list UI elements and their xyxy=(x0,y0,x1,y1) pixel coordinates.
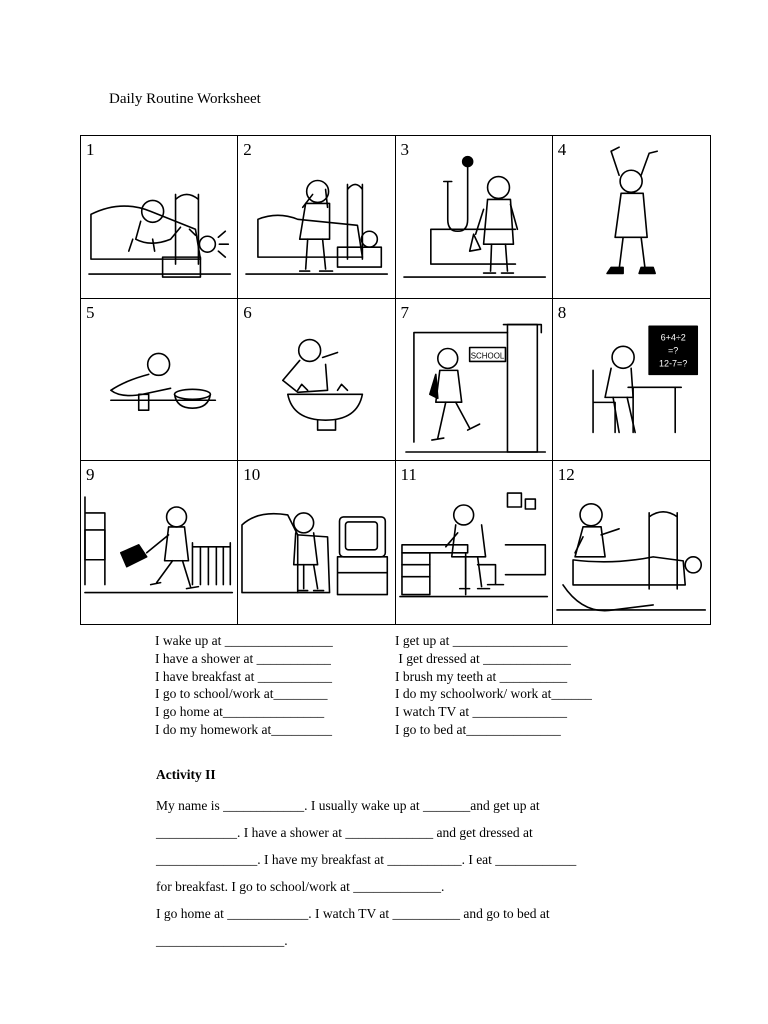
panel-number: 6 xyxy=(243,302,252,322)
panel-1 xyxy=(81,136,238,299)
boy-with-towel-by-shower-icon xyxy=(396,136,552,298)
board-line-3: 12-7=? xyxy=(658,357,688,368)
panel-number: 12 xyxy=(557,465,575,485)
board-line-1: 6+4÷2 xyxy=(660,331,686,342)
panel-number: 8 xyxy=(557,302,567,322)
watch-tv-sentence: I watch TV at ______________ xyxy=(395,704,567,720)
schoolwork-sentence: I do my schoolwork/ work at______ xyxy=(395,686,592,702)
boy-doing-homework-at-desk-icon xyxy=(396,461,552,624)
fill-in-row xyxy=(155,685,592,703)
fill-in-row xyxy=(155,703,592,721)
activity-line: My name is ____________. I usually wake up at _______and get up at xyxy=(156,798,540,813)
panel-11 xyxy=(396,461,553,624)
panel-9 xyxy=(81,461,238,624)
fill-in-row xyxy=(155,632,592,650)
panel-3 xyxy=(396,136,553,299)
panel-number: 3 xyxy=(400,140,409,159)
homework-sentence: I do my homework at_________ xyxy=(155,721,332,737)
activity-line: for breakfast. I go to school/work at _____________. xyxy=(156,879,445,894)
go-to-school-sentence: I go to school/work at________ xyxy=(155,686,328,702)
boy-going-to-bed-icon xyxy=(553,461,710,624)
wake-up-sentence: I wake up at ________________ xyxy=(155,633,333,648)
get-up-sentence: I get up at _________________ xyxy=(395,633,568,648)
worksheet-title: Daily Routine Worksheet xyxy=(109,91,261,107)
panel-12 xyxy=(553,461,710,624)
routine-picture-grid xyxy=(80,135,711,625)
go-to-bed-sentence: I go to bed at______________ xyxy=(395,721,561,737)
panel-7 xyxy=(396,299,553,462)
panel-5 xyxy=(81,299,238,462)
activity-paragraph xyxy=(156,792,676,954)
activity-title: Activity II xyxy=(156,767,216,782)
panel-number: 1 xyxy=(86,140,95,159)
panel-6 xyxy=(238,299,395,462)
board-line-2: =? xyxy=(667,344,679,355)
panel-number: 11 xyxy=(400,465,417,485)
breakfast-sentence: I have breakfast at ___________ xyxy=(155,668,332,684)
boy-walking-to-school-icon xyxy=(396,299,552,461)
shower-sentence: I have a shower at ___________ xyxy=(155,650,331,666)
go-home-sentence: I go home at_______________ xyxy=(155,704,325,720)
panel-4 xyxy=(553,136,710,299)
school-sign: SCHOOL xyxy=(470,351,504,361)
fill-in-sentences xyxy=(155,632,592,739)
activity-line: ____________. I have a shower at _____________ and get dressed at xyxy=(156,825,533,840)
activity-line: _______________. I have my breakfast at ___________. I eat ____________ xyxy=(156,852,577,867)
boy-walking-home-with-bag-icon xyxy=(81,461,237,624)
panel-number: 10 xyxy=(243,465,261,485)
get-dressed-sentence: I get dressed at _____________ xyxy=(395,650,571,666)
boy-brushing-teeth-at-sink-icon xyxy=(238,299,394,461)
panel-10 xyxy=(238,461,395,624)
activity-line: ___________________. xyxy=(156,933,288,948)
boy-pulling-on-sweater-icon xyxy=(553,136,710,298)
panel-number: 5 xyxy=(86,302,95,322)
boy-at-desk-with-blackboard-icon xyxy=(553,299,710,461)
fill-in-row xyxy=(155,721,592,739)
panel-number: 2 xyxy=(243,140,252,159)
boy-eating-breakfast-icon xyxy=(81,299,237,461)
boy-yawning-sitting-on-bed-icon xyxy=(238,136,394,298)
panel-2 xyxy=(238,136,395,299)
panel-number: 4 xyxy=(557,140,567,159)
boy-watching-tv-in-armchair-icon xyxy=(238,461,394,624)
panel-number: 7 xyxy=(400,302,409,322)
panel-8 xyxy=(553,299,710,462)
panel-number: 9 xyxy=(86,465,95,485)
activity-line: I go home at ____________. I watch TV at __________ and go to bed at xyxy=(156,906,550,921)
fill-in-row xyxy=(155,650,592,668)
brush-teeth-sentence: I brush my teeth at __________ xyxy=(395,668,568,684)
fill-in-row xyxy=(155,668,592,686)
boy-waking-in-bed-with-ringing-alarm-icon xyxy=(81,136,237,298)
